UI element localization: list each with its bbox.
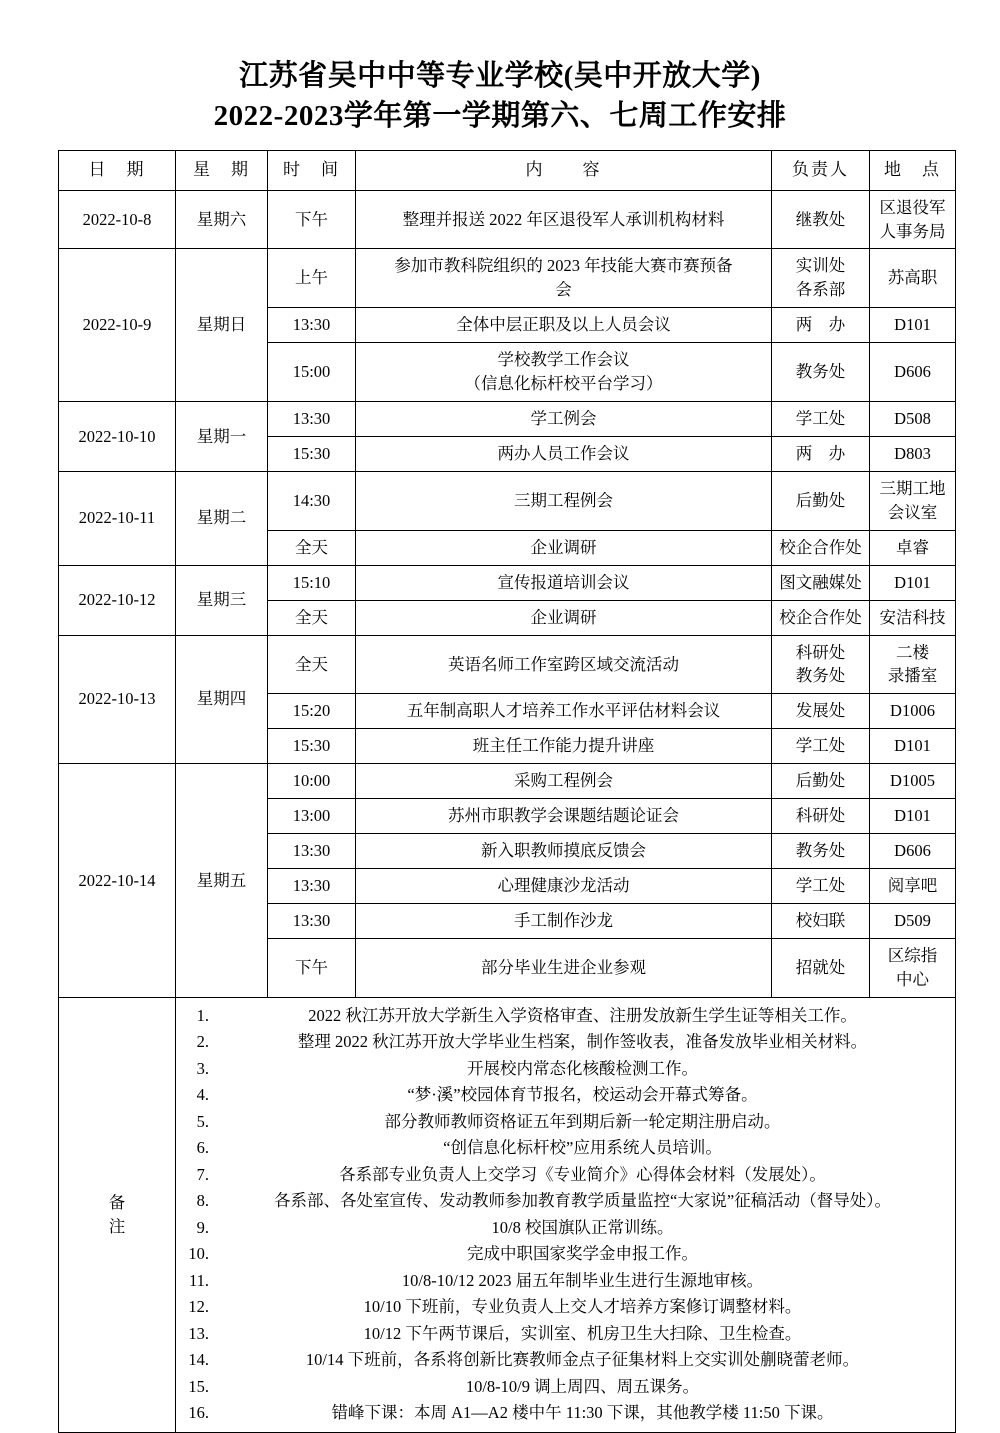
cell-time: 下午: [268, 190, 356, 249]
cell-owner: 图文融媒处: [772, 565, 870, 600]
table-row: [59, 249, 956, 308]
table-footer: [59, 997, 956, 1432]
title-line-1: 江苏省吴中中等专业学校(吴中开放大学): [239, 60, 761, 92]
cell-date: 2022-10-9: [59, 249, 176, 402]
cell-owner: 学工处: [772, 729, 870, 764]
remark-item-number: 9.: [196, 1217, 209, 1237]
cell-owner: 校企合作处: [772, 530, 870, 565]
cell-content: 苏州市职教学会课题结题论证会: [356, 799, 772, 834]
remark-item: [179, 1215, 952, 1242]
cell-place: 卓睿: [870, 530, 956, 565]
table-row: [59, 764, 956, 799]
cell-place: D1006: [870, 694, 956, 729]
cell-place: 阅享吧: [870, 869, 956, 904]
remark-item: [179, 1135, 952, 1162]
remark-item-number: 8.: [196, 1191, 209, 1211]
remark-item-number: 12.: [188, 1297, 209, 1317]
column-header-time: 时 间: [268, 151, 356, 191]
cell-time: 13:30: [268, 869, 356, 904]
cell-owner: 教务处: [772, 834, 870, 869]
cell-owner: 发展处: [772, 694, 870, 729]
cell-date: 2022-10-12: [59, 565, 176, 635]
cell-owner: 两 办: [772, 308, 870, 343]
remark-item-number: 2.: [196, 1032, 209, 1052]
remark-item-text: “创信息化标杆校”应用系统人员培训。: [443, 1138, 722, 1158]
table-row: [59, 565, 956, 600]
cell-owner: 实训处 各系部: [772, 249, 870, 308]
cell-time: 15:20: [268, 694, 356, 729]
cell-place: D101: [870, 565, 956, 600]
cell-place: 苏高职: [870, 249, 956, 308]
cell-place: 二楼 录播室: [870, 635, 956, 694]
cell-content: 学校教学工作会议 （信息化标杆校平台学习）: [356, 343, 772, 402]
remark-item: [179, 1029, 952, 1056]
remark-item-number: 7.: [196, 1164, 209, 1184]
remark-item-number: 13.: [188, 1323, 209, 1343]
cell-time: 10:00: [268, 764, 356, 799]
remark-item-text: 10/8 校国旗队正常训练。: [491, 1217, 674, 1237]
column-header-owner: 负责人: [772, 151, 870, 191]
cell-time: 13:30: [268, 834, 356, 869]
cell-time: 全天: [268, 530, 356, 565]
cell-date: 2022-10-11: [59, 471, 176, 565]
remark-item-text: 部分教师教师资格证五年到期后新一轮定期注册启动。: [384, 1111, 781, 1131]
table-row: [59, 402, 956, 437]
cell-content: 两办人员工作会议: [356, 437, 772, 472]
cell-place: 安洁科技: [870, 600, 956, 635]
cell-date: 2022-10-8: [59, 190, 176, 249]
remark-item: [179, 1109, 952, 1136]
remark-item: [179, 1268, 952, 1295]
column-header-place: 地 点: [870, 151, 956, 191]
cell-content: 采购工程例会: [356, 764, 772, 799]
remark-item-text: 10/12 下午两节课后，实训室、机房卫生大扫除、卫生检查。: [363, 1323, 802, 1343]
cell-time: 13:00: [268, 799, 356, 834]
cell-content: 参加市教科院组织的 2023 年技能大赛市赛预备 会: [356, 249, 772, 308]
remark-item-text: 10/10 下班前，专业负责人上交人才培养方案修订调整材料。: [363, 1297, 802, 1317]
remark-item-number: 16.: [188, 1403, 209, 1423]
cell-owner: 科研处: [772, 799, 870, 834]
cell-owner: 教务处: [772, 343, 870, 402]
cell-place: D101: [870, 799, 956, 834]
cell-owner: 招就处: [772, 938, 870, 997]
cell-weekday: 星期二: [176, 471, 268, 565]
cell-owner: 校企合作处: [772, 600, 870, 635]
cell-time: 上午: [268, 249, 356, 308]
remark-item: [179, 1188, 952, 1215]
cell-place: D101: [870, 729, 956, 764]
remark-item: [179, 1347, 952, 1374]
cell-time: 15:30: [268, 729, 356, 764]
cell-place: 区综指 中心: [870, 938, 956, 997]
remark-item-text: 10/8-10/12 2023 届五年制毕业生进行生源地审核。: [401, 1270, 764, 1290]
remark-item-number: 15.: [188, 1376, 209, 1396]
remark-item-number: 1.: [196, 1005, 209, 1025]
remark-item-number: 11.: [188, 1270, 209, 1290]
table-row: [59, 635, 956, 694]
cell-content: 全体中层正职及以上人员会议: [356, 308, 772, 343]
cell-place: 三期工地 会议室: [870, 471, 956, 530]
cell-content: 班主任工作能力提升讲座: [356, 729, 772, 764]
remark-item-number: 10.: [188, 1244, 209, 1264]
cell-place: D606: [870, 834, 956, 869]
cell-time: 15:30: [268, 437, 356, 472]
remark-item-text: 2022 秋江苏开放大学新生入学资格审查、注册发放新生学生证等相关工作。: [308, 1005, 857, 1025]
cell-place: D508: [870, 402, 956, 437]
cell-content: 学工例会: [356, 402, 772, 437]
cell-time: 15:10: [268, 565, 356, 600]
remark-item-text: 各系部专业负责人上交学习《专业简介》心得体会材料（发展处）。: [339, 1164, 826, 1184]
cell-owner: 后勤处: [772, 764, 870, 799]
cell-owner: 学工处: [772, 402, 870, 437]
cell-place: 区退役军 人事务局: [870, 190, 956, 249]
table-body: [59, 190, 956, 997]
cell-time: 下午: [268, 938, 356, 997]
remark-item: [179, 1162, 952, 1189]
cell-weekday: 星期五: [176, 764, 268, 997]
cell-content: 三期工程例会: [356, 471, 772, 530]
cell-place: D1005: [870, 764, 956, 799]
remark-item-text: 各系部、各处室宣传、发动教师参加教育教学质量监控“大家说”征稿活动（督导处）。: [274, 1191, 891, 1211]
cell-owner: 科研处 教务处: [772, 635, 870, 694]
remark-item: [179, 1082, 952, 1109]
cell-place: D803: [870, 437, 956, 472]
title-line-2: 2022-2023学年第一学期第六、七周工作安排: [213, 100, 787, 132]
cell-time: 13:30: [268, 402, 356, 437]
cell-content: 整理并报送 2022 年区退役军人承训机构材料: [356, 190, 772, 249]
table-row: [59, 190, 956, 249]
cell-owner: 继教处: [772, 190, 870, 249]
cell-place: D101: [870, 308, 956, 343]
cell-place: D606: [870, 343, 956, 402]
remark-item: [179, 1294, 952, 1321]
remark-item: [179, 1003, 952, 1030]
remark-item-text: 错峰下课：本周 A1—A2 楼中午 11:30 下课，其他教学楼 11:50 下课。: [331, 1403, 834, 1423]
cell-content: 英语名师工作室跨区域交流活动: [356, 635, 772, 694]
column-header-weekday: 星 期: [176, 151, 268, 191]
remark-item: [179, 1321, 952, 1348]
cell-weekday: 星期日: [176, 249, 268, 402]
cell-owner: 两 办: [772, 437, 870, 472]
remark-item-text: 整理 2022 秋江苏开放大学毕业生档案，制作签收表，准备发放毕业相关材料。: [297, 1032, 868, 1052]
cell-content: 心理健康沙龙活动: [356, 869, 772, 904]
cell-weekday: 星期六: [176, 190, 268, 249]
cell-weekday: 星期三: [176, 565, 268, 635]
cell-content: 手工制作沙龙: [356, 903, 772, 938]
remark-item-number: 4.: [196, 1085, 209, 1105]
remark-item-number: 6.: [196, 1138, 209, 1158]
cell-content: 宣传报道培训会议: [356, 565, 772, 600]
remark-item-number: 5.: [196, 1111, 209, 1131]
remark-item: [179, 1400, 952, 1427]
cell-time: 13:30: [268, 308, 356, 343]
cell-owner: 学工处: [772, 869, 870, 904]
cell-content: 新入职教师摸底反馈会: [356, 834, 772, 869]
cell-time: 14:30: [268, 471, 356, 530]
remarks-row: [59, 997, 956, 1432]
remark-item-text: 开展校内常态化核酸检测工作。: [467, 1058, 698, 1078]
remark-item-text: 10/8-10/9 调上周四、周五课务。: [465, 1376, 700, 1396]
remark-item-text: 完成中职国家奖学金申报工作。: [467, 1244, 698, 1264]
remark-item-number: 3.: [196, 1058, 209, 1078]
cell-time: 全天: [268, 635, 356, 694]
table-header: [59, 151, 956, 191]
table-header-row: [59, 151, 956, 191]
cell-weekday: 星期一: [176, 402, 268, 472]
cell-content: 企业调研: [356, 600, 772, 635]
column-header-date: 日 期: [59, 151, 176, 191]
remark-item: [179, 1241, 952, 1268]
cell-weekday: 星期四: [176, 635, 268, 764]
remark-item-text: “梦·溪”校园体育节报名，校运动会开幕式筹备。: [407, 1085, 758, 1105]
remark-item-number: 14.: [188, 1350, 209, 1370]
column-header-content: 内 容: [356, 151, 772, 191]
remark-item-text: 10/14 下班前，各系将创新比赛教师金点子征集材料上交实训处蒯晓蕾老师。: [305, 1350, 860, 1370]
cell-time: 全天: [268, 600, 356, 635]
schedule-table: [58, 150, 956, 1433]
remarks-label: 备 注: [59, 997, 176, 1432]
cell-date: 2022-10-14: [59, 764, 176, 997]
cell-place: D509: [870, 903, 956, 938]
remark-item: [179, 1374, 952, 1401]
table-row: [59, 471, 956, 530]
cell-content: 企业调研: [356, 530, 772, 565]
cell-owner: 校妇联: [772, 903, 870, 938]
cell-time: 13:30: [268, 903, 356, 938]
cell-content: 五年制高职人才培养工作水平评估材料会议: [356, 694, 772, 729]
cell-time: 15:00: [268, 343, 356, 402]
cell-date: 2022-10-10: [59, 402, 176, 472]
remarks-body: [176, 997, 956, 1432]
cell-owner: 后勤处: [772, 471, 870, 530]
cell-content: 部分毕业生进企业参观: [356, 938, 772, 997]
remarks-list: [179, 1003, 952, 1427]
cell-date: 2022-10-13: [59, 635, 176, 764]
page-title: [58, 56, 942, 136]
remark-item: [179, 1056, 952, 1083]
